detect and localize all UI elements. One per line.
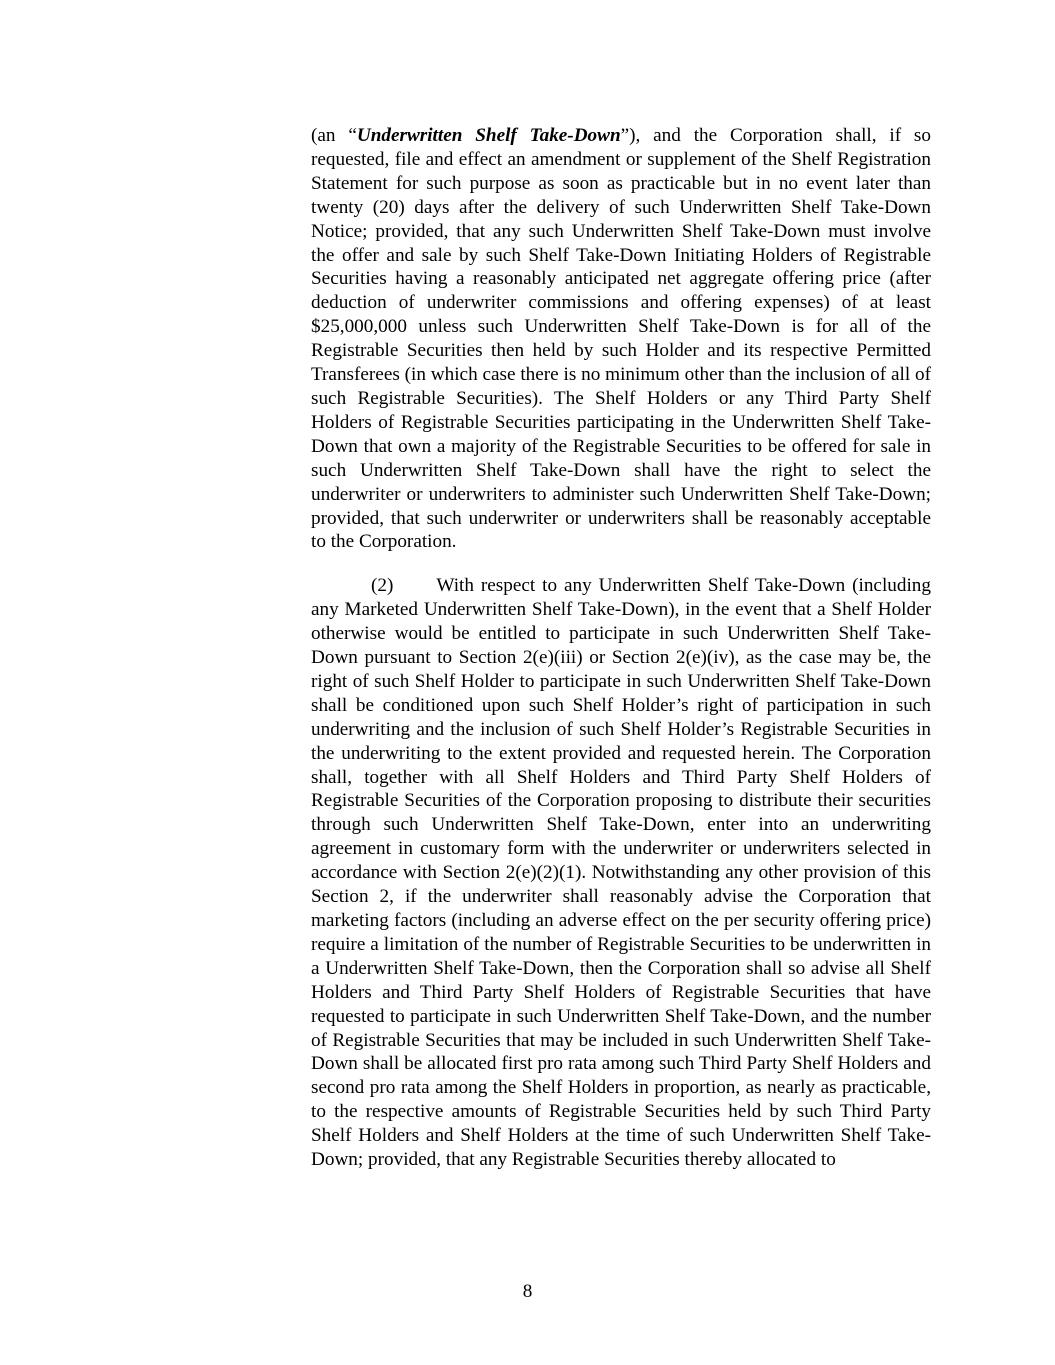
paragraph-2 — [311, 574, 931, 1172]
paragraph-prefix: (an “ — [311, 125, 357, 146]
defined-term: Underwritten Shelf Take-Down — [356, 125, 621, 146]
page-body — [311, 124, 931, 1172]
paragraph-text: ”), and the Corporation shall, if so requested, file and effect an amendment or supplement of the Shelf Registration Statement for such purpose as soon as practicable but in no event later than twenty (20) days after the delivery of such Underwritten Shelf Take-Down Notice; provided, that any such Underwritten Shelf Take-Down must involve the offer and sale by such Shelf Take-Down Initiating Holders of Registrable Securities having a reasonably anticipated net aggregate offering price (after deduction of underwriter commissions and offering expenses) of at least $25,000,000 unless such Underwritten Shelf Take-Down is for all of the Registrable Securities then held by such Holder and its respective Permitted Transferees (in which case there is no minimum other than the inclusion of all of such Registrable Securities). The Shelf Holders or any Third Party Shelf Holders of Registrable Securities participating in the Underwritten Shelf Take-Down that own a majority of the Registrable Securities to be offered for sale in such Underwritten Shelf Take-Down shall have the right to select the underwriter or underwriters to administer such Underwritten Shelf Take-Down; provided, that such underwriter or underwriters shall be reasonably acceptable to the Corporation. — [311, 125, 931, 553]
paragraph-number: (2) — [371, 575, 394, 597]
paragraph-text: With respect to any Underwritten Shelf Take-Down (including any Marketed Underwritten Shelf Take-Down), in the event that a Shelf Holder otherwise would be entitled to participate in such Underwritten Shelf Take-Down pursuant to Section 2(e)(iii) or Section 2(e)(iv), as the case may be, the right of such Shelf Holder to participate in such Underwritten Shelf Take-Down shall be conditioned upon such Shelf Holder’s right of participation in such underwriting and the inclusion of such Shelf Holder’s Registrable Securities in the underwriting to the extent provided and requested herein. The Corporation shall, together with all Shelf Holders and Third Party Shelf Holders of Registrable Securities of the Corporation proposing to distribute their securities through such Underwritten Shelf Take-Down, enter into an underwriting agreement in customary form with the underwriter or underwriters selected in accordance with Section 2(e)(2)(1). Notwithstanding any other provision of this Section 2, if the underwriter shall reasonably advise the Corporation that marketing factors (including an adverse effect on the per security offering price) require a limitation of the number of Registrable Securities to be underwritten in a Underwritten Shelf Take-Down, then the Corporation shall so advise all Shelf Holders and Third Party Shelf Holders of Registrable Securities that have requested to participate in such Underwritten Shelf Take-Down, and the number of Registrable Securities that may be included in such Underwritten Shelf Take-Down shall be allocated first pro rata among such Third Party Shelf Holders and second pro rata among the Shelf Holders in proportion, as nearly as practicable, to the respective amounts of Registrable Securities held by such Third Party Shelf Holders and Shelf Holders at the time of such Underwritten Shelf Take-Down; provided, that any Registrable Securities thereby allocated to — [311, 575, 931, 1171]
paragraph-continued — [311, 124, 931, 554]
page-number: 8 — [522, 1281, 533, 1302]
